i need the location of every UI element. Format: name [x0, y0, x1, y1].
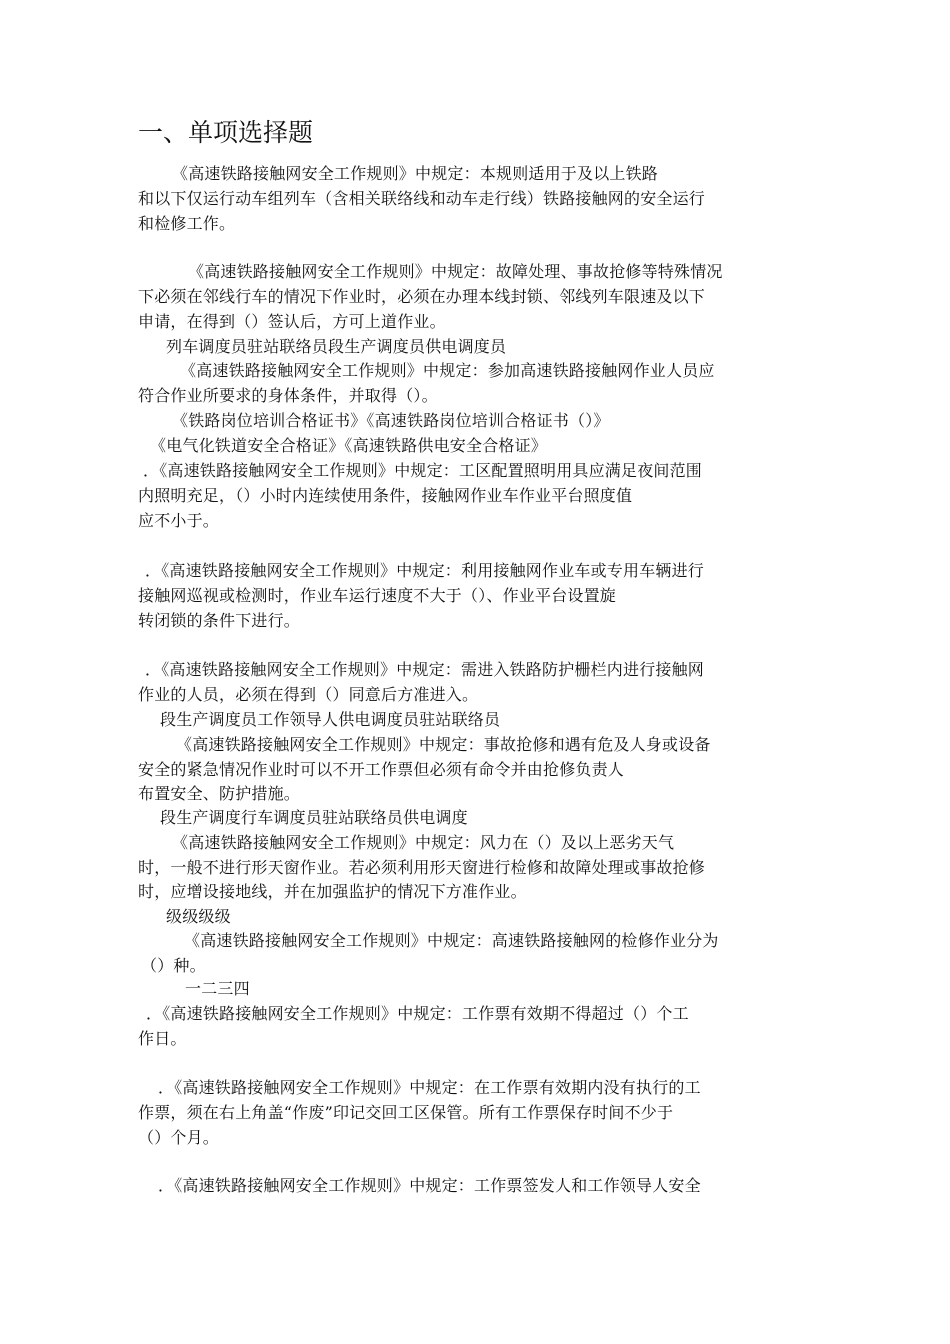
text-line: 《高速铁路接触网安全工作规则》中规定：高速铁路接触网的检修作业分为: [184, 931, 719, 950]
text-line: 列车调度员驻站联络员段生产调度员供电调度员: [166, 337, 507, 356]
text-line: 《高速铁路接触网安全工作规则》中规定：风力在（）及以上恶劣天气: [172, 833, 675, 852]
text-line: ．《高速铁路接触网安全工作规则》中规定：工作票签发人和工作领导人安全: [158, 1176, 701, 1195]
text-line: （）个月。: [138, 1128, 220, 1147]
text-line: 一二三四: [185, 979, 250, 998]
text-line: 安全的紧急情况作业时可以不开工作票但必须有命令并由抢修负责人: [138, 760, 625, 779]
text-line: 《高速铁路接触网安全工作规则》中规定：本规则适用于及以上铁路: [172, 164, 659, 183]
text-line: 符合作业所要求的身体条件，并取得（）。: [138, 386, 438, 405]
text-line: 《电气化铁道安全合格证》《高速铁路供电安全合格证》: [150, 436, 548, 455]
text-line: 级级级级: [166, 907, 231, 926]
text-line: 《铁路岗位培训合格证书》《高速铁路岗位培训合格证书（）》: [172, 411, 610, 430]
section-heading: 一、单项选择题: [138, 118, 314, 147]
text-line: 段生产调度行车调度员驻站联络员供电调度: [160, 808, 468, 827]
text-line: 作日。: [138, 1029, 187, 1048]
text-line: （）种。: [141, 956, 206, 975]
text-line: 应不小于。: [138, 511, 220, 530]
text-line: 《高速铁路接触网安全工作规则》中规定：事故抢修和遇有危及人身或设备: [176, 735, 711, 754]
text-line: 布置安全、防护措施。: [138, 784, 301, 803]
text-line: 时，一般不进行形天窗作业。若必须利用形天窗进行检修和故障处理或事故抢修: [138, 858, 706, 877]
text-line: 和检修工作。: [138, 214, 236, 233]
text-line: 《高速铁路接触网安全工作规则》中规定：参加高速铁路接触网作业人员应: [180, 361, 715, 380]
text-line: ．《高速铁路接触网安全工作规则》中规定：在工作票有效期内没有执行的工: [158, 1078, 701, 1097]
text-line: 内照明充足，（）小时内连续使用条件，接触网作业车作业平台照度值: [138, 486, 633, 505]
text-line: 申请，在得到（）签认后，方可上道作业。: [138, 312, 446, 331]
text-line: 作票，须在右上角盖“作废”印记交回工区保管。所有工作票保存时间不少于: [138, 1103, 674, 1122]
text-line: 下必须在邻线行车的情况下作业时，必须在办理本线封锁、邻线列车限速及以下: [138, 287, 706, 306]
text-line: ．《高速铁路接触网安全工作规则》中规定：工作票有效期不得超过（）个工: [146, 1004, 689, 1023]
text-line: 《高速铁路接触网安全工作规则》中规定：故障处理、事故抢修等特殊情况: [188, 262, 723, 281]
text-line: ．《高速铁路接触网安全工作规则》中规定：需进入铁路防护栅栏内进行接触网: [145, 660, 705, 679]
text-line: 作业的人员，必须在得到（）同意后方准进入。: [138, 685, 479, 704]
text-line: 段生产调度员工作领导人供电调度员驻站联络员: [160, 710, 501, 729]
text-line: 和以下仅运行动车组列车（含相关联络线和动车走行线）铁路接触网的安全运行: [138, 189, 706, 208]
text-line: ．《高速铁路接触网安全工作规则》中规定：利用接触网作业车或专用车辆进行: [145, 561, 705, 580]
text-line: 转闭锁的条件下进行。: [138, 611, 301, 630]
text-line: ．《高速铁路接触网安全工作规则》中规定：工区配置照明用具应满足夜间范围: [143, 461, 703, 480]
text-line: 接触网巡视或检测时，作业车运行速度不大于（）、作业平台设置旋: [138, 586, 617, 605]
text-line: 时，应增设接地线，并在加强监护的情况下方准作业。: [138, 882, 527, 901]
